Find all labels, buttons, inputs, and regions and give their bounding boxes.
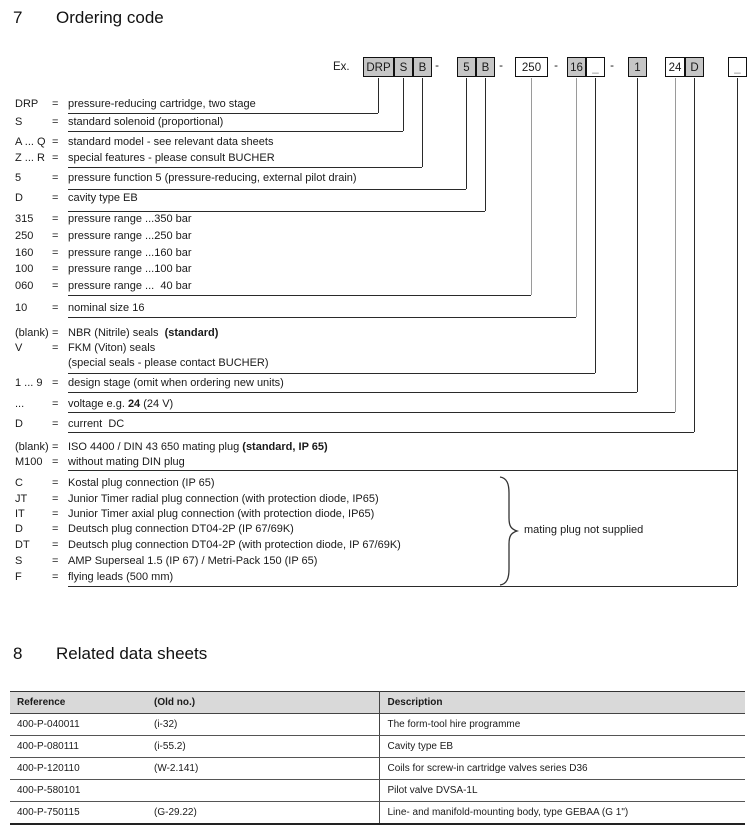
description-cell: The form-tool hire programme [379,714,745,736]
old-no-cell: (i-32) [147,714,379,736]
ordering-row: D = cavity type EB [15,192,138,204]
column-header-old-no: (Old no.) [147,692,379,714]
ordering-row: IT = Junior Timer axial plug connection (with protection diode, IP65) [15,508,375,520]
related-data-sheets-table [10,691,745,825]
code-box-seal-blank: _ [586,57,605,77]
ordering-row: D = current DC [15,418,125,430]
code-box-b2: B [476,57,495,77]
ordering-row: ... = voltage e.g. 24 (24 V) [15,398,174,410]
code-box-d: D [685,57,704,77]
ordering-row: D = Deutsch plug connection DT04-2P (IP 67/69K) [15,523,294,535]
ordering-row: S = standard solenoid (proportional) [15,116,224,128]
reference-cell: 400-P-750115 [17,807,80,818]
code-separator: - [435,60,439,72]
section-title: Related data sheets [56,644,208,663]
table-row [10,758,745,780]
old-no-cell: (G-29.22) [154,807,197,818]
code-box-plug-blank: _ [728,57,747,77]
code-box-drp: DRP [363,57,394,77]
ordering-row: 250 = pressure range ...250 bar [15,230,192,242]
code-box-5: 5 [457,57,476,77]
ordering-row: A ... Q = standard model - see relevant data sheets [15,136,274,148]
table-row [10,736,745,758]
column-header-description: Description [379,692,745,714]
ordering-row: DT = Deutsch plug connection DT04-2P (with protection diode, IP 67/69K) [15,539,401,551]
reference-cell: 400-P-040011 [10,714,147,736]
code-separator: - [499,60,503,72]
section-number: 7 [13,8,23,27]
brace-glyph [498,476,520,586]
description-cell: Coils for screw-in cartridge valves series D36 [379,758,745,780]
ordering-row: DRP = pressure-reducing cartridge, two stage [15,98,256,110]
ordering-row: C = Kostal plug connection (IP 65) [15,477,215,489]
table-header-row [10,692,745,714]
section-number: 8 [13,644,23,663]
column-header-reference: Reference [10,692,147,714]
ordering-row: 5 = pressure function 5 (pressure-reducing, external pilot drain) [15,172,357,184]
table-row [10,714,745,736]
old-no-cell [147,780,379,802]
ordering-row: 315 = pressure range ...350 bar [15,213,192,225]
code-box-s: S [394,57,413,77]
section-title: Ordering code [56,8,164,27]
ordering-row: (blank) = ISO 4400 / DIN 43 650 mating plug (standard, IP 65) [15,441,328,453]
ordering-row: S = AMP Superseal 1.5 (IP 67) / Metri-Pack 150 (IP 65) [15,555,318,567]
description-cell: Pilot valve DVSA-1L [379,780,745,802]
ordering-row: JT = Junior Timer radial plug connection (with protection diode, IP65) [15,493,379,505]
code-separator: - [610,60,614,72]
ordering-row: 1 ... 9 = design stage (omit when ordering new units) [15,377,284,389]
code-box-b1: B [413,57,432,77]
code-box-250: 250 [515,57,548,77]
old-no-cell: (W-2.141) [147,758,379,780]
ordering-row: 10 = nominal size 16 [15,302,145,314]
code-box-24: 24 [665,57,685,77]
ordering-row: (blank) = NBR (Nitrile) seals (standard) [15,327,219,339]
ordering-row: V = FKM (Viton) seals [15,342,156,354]
code-box-1: 1 [628,57,647,77]
ordering-row: 060 = pressure range ... 40 bar [15,280,192,292]
reference-cell: 400-P-580101 [10,780,147,802]
description-cell: Line- and manifold-mounting body, type GEBAA (G 1") [379,802,745,825]
old-no-cell: (i-55.2) [147,736,379,758]
ordering-row: 100 = pressure range ...100 bar [15,263,192,275]
ordering-row: (special seals - please contact BUCHER) [68,357,269,369]
code-separator: - [554,60,558,72]
ordering-row: M100 = without mating DIN plug [15,456,185,468]
example-prefix: Ex. [333,61,350,73]
code-box-16: 16 [567,57,586,77]
ordering-row: Z ... R = special features - please consult BUCHER [15,152,275,164]
table-row [10,802,745,825]
reference-cell: 400-P-080111 [10,736,147,758]
table-row [10,780,745,802]
description-cell: Cavity type EB [379,736,745,758]
reference-cell: 400-P-120110 [10,758,147,780]
ordering-row: 160 = pressure range ...160 bar [15,247,192,259]
ordering-row: F = flying leads (500 mm) [15,571,174,583]
mating-plug-note: mating plug not supplied [524,524,644,536]
